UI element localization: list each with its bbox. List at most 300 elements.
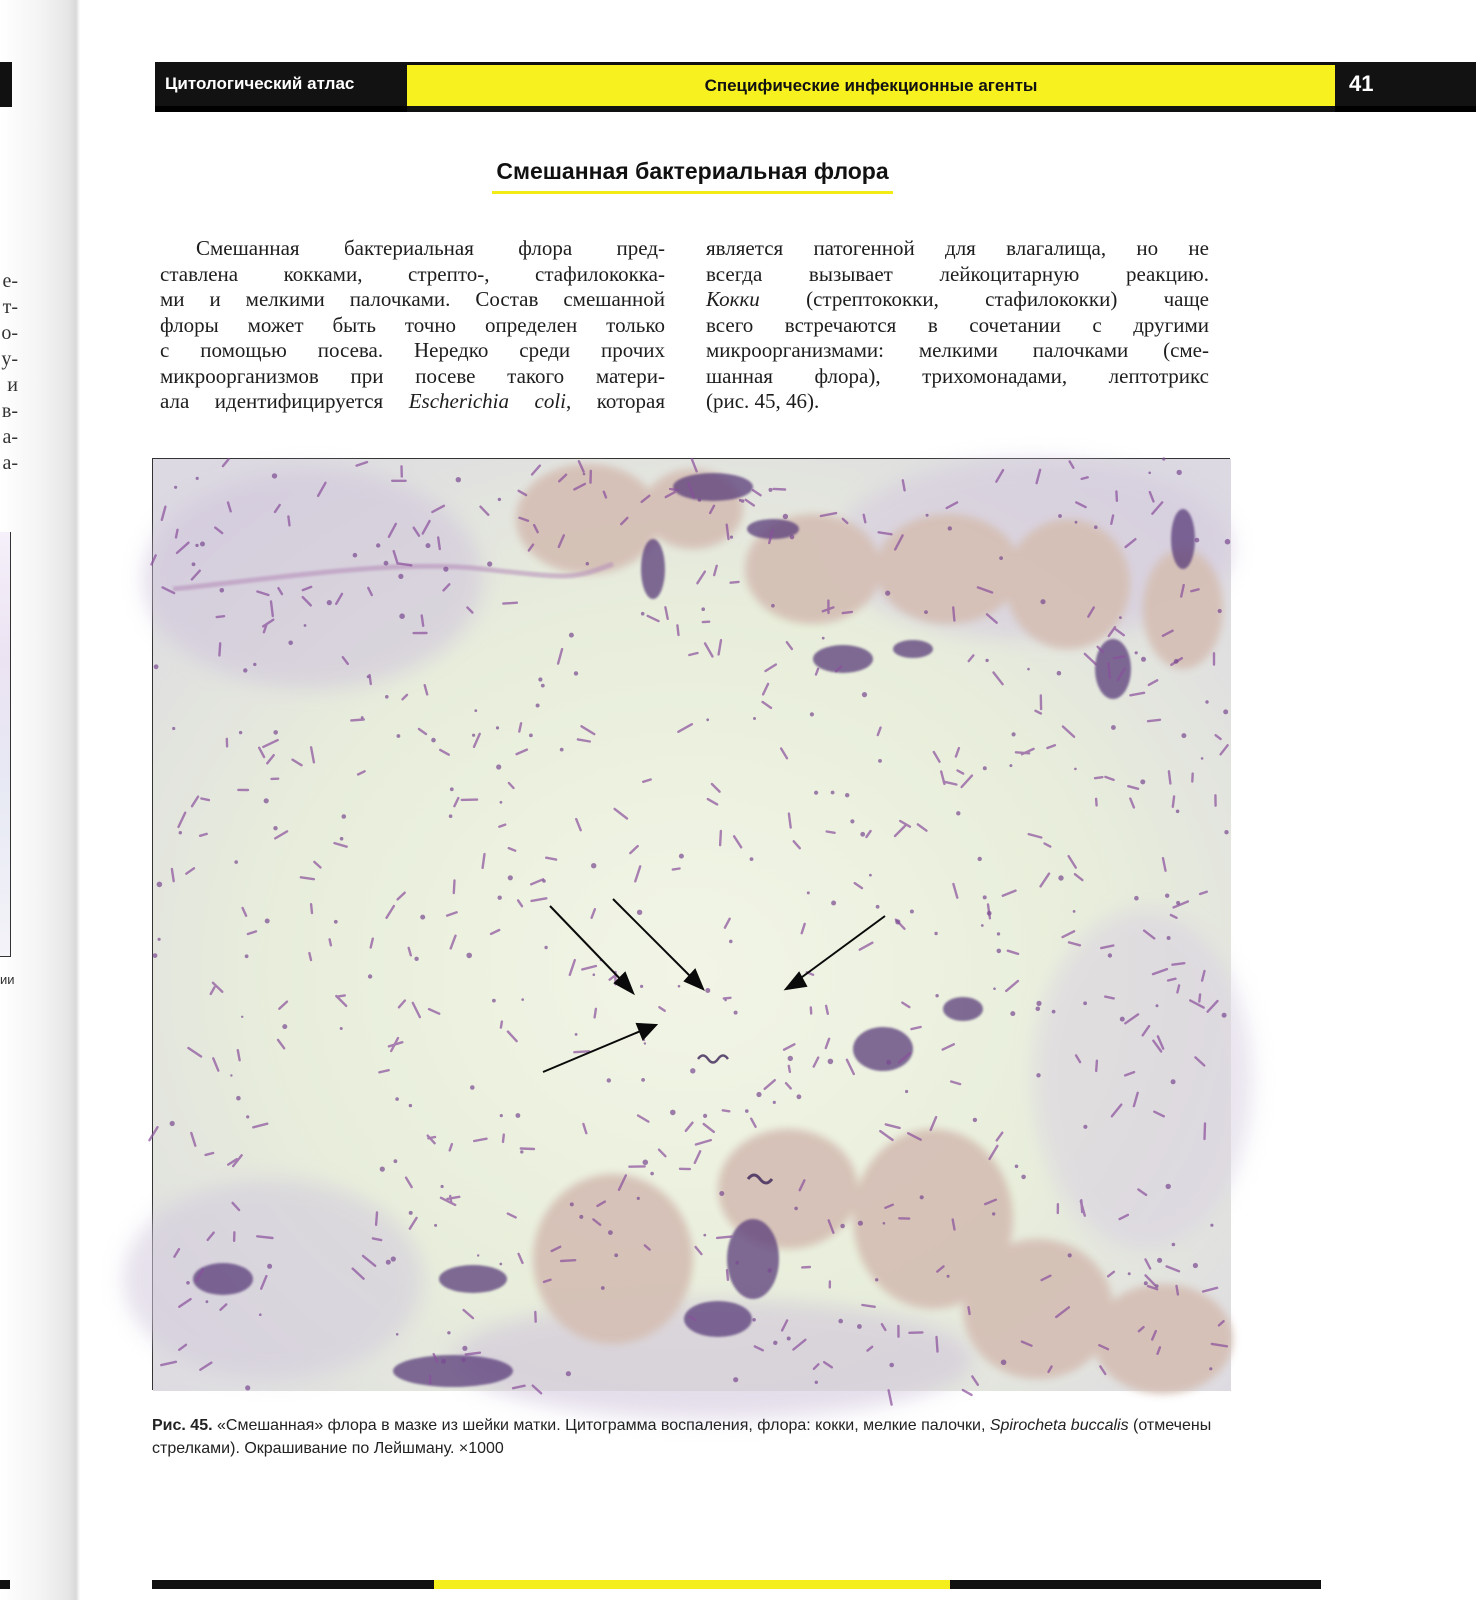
coccus: [172, 727, 175, 730]
coccus: [575, 1033, 578, 1036]
coccus: [850, 819, 854, 823]
coccus: [753, 717, 756, 720]
coccus: [1172, 1243, 1176, 1247]
bacterium-rod: [454, 880, 455, 893]
text-line: является патогенной для влагалища, но не: [706, 236, 1209, 260]
coccus: [272, 473, 277, 478]
coccus: [1224, 830, 1228, 834]
bacterium-rod: [717, 1237, 731, 1238]
coccus: [499, 1263, 502, 1266]
coccus: [788, 1056, 793, 1061]
bacterium-rod: [826, 1006, 828, 1014]
coccus: [705, 988, 710, 993]
text-run: ала идентифицируется: [160, 389, 409, 413]
coccus: [1141, 657, 1146, 662]
coccus: [267, 1264, 272, 1269]
coccus: [1201, 757, 1204, 760]
coccus: [492, 999, 496, 1003]
coccus: [997, 949, 1002, 954]
bacterium-rod: [677, 625, 678, 635]
caption-label: Рис. 45.: [152, 1417, 213, 1434]
coccus: [1111, 725, 1116, 730]
coccus: [650, 1172, 654, 1176]
coccus: [1010, 1011, 1015, 1016]
coccus: [1218, 609, 1222, 613]
bacterium-rod: [503, 603, 517, 604]
coccus: [1210, 1224, 1213, 1227]
coccus: [905, 1090, 908, 1093]
bacterium-rod: [953, 607, 954, 620]
bacterium-rod: [1116, 491, 1117, 500]
coccus: [570, 1202, 574, 1206]
footer-bar-left: [152, 1580, 434, 1589]
coccus: [840, 1224, 845, 1229]
bacterium-rod: [521, 1149, 534, 1150]
coccus: [1162, 457, 1165, 460]
bacterium-rod: [1082, 477, 1088, 479]
coccus: [1155, 1284, 1159, 1288]
coccus: [987, 911, 992, 916]
coccus: [640, 985, 643, 988]
bacterium-rod: [561, 1260, 575, 1261]
coccus: [569, 633, 574, 638]
coccus: [461, 1358, 466, 1363]
coccus: [1036, 1001, 1041, 1006]
bacterium-rod: [673, 869, 680, 870]
coccus: [973, 1118, 977, 1122]
coccus: [815, 1381, 818, 1384]
coccus: [394, 1159, 398, 1163]
coccus: [670, 1110, 676, 1116]
coccus: [983, 766, 987, 770]
coccus: [593, 973, 596, 976]
coccus: [783, 514, 788, 519]
page-footer-bar: [152, 1580, 1321, 1589]
coccus: [1157, 1258, 1162, 1263]
coccus: [875, 1278, 878, 1281]
coccus: [838, 1319, 843, 1324]
term-italic: Кокки: [706, 287, 760, 311]
coccus: [398, 574, 403, 579]
bacterium-rod: [438, 538, 440, 550]
coccus: [239, 731, 242, 734]
coccus: [703, 1114, 707, 1118]
coccus: [396, 1333, 399, 1336]
coccus: [541, 684, 545, 688]
text-line: с помощью посева. Нередко среди прочих: [160, 338, 665, 362]
coccus: [246, 1115, 249, 1118]
coccus: [538, 677, 542, 681]
coccus: [745, 1109, 749, 1113]
coccus: [787, 1337, 791, 1341]
prev-page-text-fragments: [0, 268, 24, 476]
coccus: [701, 607, 705, 611]
bacterium-rod: [937, 1337, 938, 1352]
coccus: [935, 994, 938, 997]
bacterium-rod: [1096, 1061, 1097, 1071]
coccus: [192, 562, 196, 566]
coccus: [1223, 709, 1228, 714]
coccus: [1094, 525, 1098, 529]
coccus: [529, 734, 533, 738]
coccus: [978, 857, 982, 861]
coccus: [520, 1150, 523, 1153]
coccus: [773, 1101, 776, 1104]
coccus: [948, 526, 952, 530]
coccus: [794, 1207, 798, 1211]
coccus: [1165, 894, 1169, 898]
coccus: [1222, 1013, 1227, 1018]
coccus: [644, 1042, 646, 1044]
bacterium-rod: [309, 953, 311, 960]
coccus: [340, 1027, 343, 1030]
coccus: [273, 826, 277, 830]
coccus: [1156, 1004, 1159, 1007]
coccus: [1058, 514, 1062, 518]
coccus: [253, 663, 256, 666]
coccus: [420, 915, 425, 920]
coccus: [719, 1191, 724, 1196]
coccus: [361, 716, 364, 719]
coccus: [1195, 538, 1200, 543]
prev-page-image-border: [0, 956, 11, 957]
coccus: [1083, 1001, 1087, 1005]
article-title-block: [155, 158, 1230, 194]
coccus: [807, 891, 810, 894]
coccus: [862, 692, 867, 697]
coccus: [883, 1222, 886, 1225]
coccus: [1135, 651, 1138, 654]
coccus: [560, 748, 564, 752]
footer-bar-middle: [434, 1580, 950, 1589]
coccus: [170, 1121, 175, 1126]
prev-page-footer-bar: [0, 1580, 10, 1589]
coccus: [186, 1281, 190, 1285]
prev-page-fragment: в-: [1, 400, 18, 422]
coccus: [536, 704, 540, 708]
coccus: [391, 1256, 396, 1261]
prev-page-fragment: а-: [2, 452, 18, 474]
coccus: [845, 793, 849, 797]
coccus: [637, 910, 642, 915]
bacterium-rod: [501, 1022, 502, 1028]
bacterium-rod: [1148, 720, 1160, 721]
coccus: [1167, 936, 1171, 940]
coccus: [730, 536, 733, 539]
article-title: Смешанная бактериальная флора: [492, 158, 892, 194]
coccus: [831, 791, 835, 795]
coccus: [997, 932, 1000, 935]
bacterium-rod: [219, 643, 220, 655]
coccus: [860, 832, 865, 837]
coccus: [1176, 810, 1180, 814]
coccus: [910, 910, 914, 914]
coccus: [706, 718, 709, 721]
coccus: [1225, 539, 1231, 545]
bacterium-rod: [1177, 1286, 1178, 1295]
coccus: [993, 987, 996, 990]
text-line: флоры может быть точно определен только: [160, 312, 665, 337]
bacterium-rod: [1199, 994, 1200, 1001]
coccus: [544, 946, 547, 949]
coccus: [196, 477, 199, 480]
coccus: [643, 1160, 649, 1166]
bacterium-rod: [723, 1110, 730, 1111]
coccus: [1176, 901, 1180, 905]
coccus: [516, 1113, 521, 1118]
coccus: [981, 924, 984, 927]
coccus: [385, 695, 389, 699]
coccus: [822, 637, 825, 640]
coccus: [399, 613, 405, 619]
coccus: [1012, 732, 1016, 736]
bacterium-rod: [288, 516, 289, 525]
text-line: микроорганизмами: мелкими палочками (сме-: [706, 338, 1209, 362]
coccus: [579, 1215, 583, 1219]
prev-page-caption-fragment: ии: [0, 972, 15, 987]
coccus: [449, 814, 453, 818]
coccus: [158, 938, 161, 941]
coccus: [304, 624, 307, 627]
coccus: [735, 1261, 739, 1265]
bacterium-rod: [503, 1135, 504, 1142]
coccus: [724, 999, 726, 1001]
coccus: [243, 668, 247, 672]
bacterium-rod: [864, 515, 866, 522]
coccus: [521, 998, 524, 1001]
bacterium-rod: [370, 675, 371, 684]
coccus: [1027, 668, 1030, 671]
bacterium-rod: [176, 530, 178, 538]
coccus: [1148, 472, 1151, 475]
text-run: (стрептококки, стафилококки) чаще: [759, 287, 1209, 311]
coccus: [956, 811, 960, 815]
coccus: [739, 499, 742, 502]
coccus: [340, 837, 344, 841]
coccus: [999, 556, 1003, 560]
coccus: [474, 709, 477, 712]
coccus: [810, 712, 814, 716]
bacterium-rod: [1205, 1124, 1206, 1140]
coccus: [678, 985, 681, 988]
prev-page-fragment: т-: [2, 296, 18, 318]
coccus: [434, 1224, 437, 1227]
coccus: [1009, 764, 1012, 767]
coccus: [500, 1114, 503, 1117]
bacterium-rod: [1172, 963, 1184, 965]
coccus: [767, 1268, 772, 1273]
coccus: [230, 1074, 232, 1076]
coccus: [1057, 671, 1062, 676]
coccus: [771, 604, 775, 608]
bacterium-rod: [731, 582, 739, 583]
coccus: [236, 1096, 241, 1101]
coccus: [934, 932, 937, 935]
bacterium-rod: [373, 1238, 381, 1240]
coccus: [878, 759, 882, 763]
coccus: [1036, 1073, 1040, 1077]
coccus: [1015, 1165, 1019, 1169]
coccus: [1166, 1184, 1171, 1189]
coccus: [591, 863, 596, 868]
bacterium-rod: [1173, 797, 1174, 807]
text-line: ми и мелкими палочками. Состав смешанной: [160, 287, 665, 311]
coccus: [288, 641, 293, 646]
coccus: [273, 730, 278, 735]
prev-page-fragment: у-: [1, 348, 18, 370]
bacterium-rod: [727, 1270, 728, 1280]
bacterium-rod: [724, 998, 731, 999]
prev-page-fragment: а-: [2, 426, 18, 448]
coccus: [179, 831, 182, 834]
coccus: [1068, 1253, 1072, 1257]
text-line: Смешанная бактериальная флора пред-: [196, 236, 665, 260]
coccus: [500, 801, 503, 804]
coccus: [586, 562, 589, 565]
coccus: [1209, 1367, 1212, 1370]
coccus: [1108, 953, 1112, 957]
coccus: [857, 1324, 862, 1329]
coccus: [264, 798, 269, 803]
prev-page-fragment: е-: [2, 270, 18, 292]
coccus: [395, 1097, 399, 1101]
coccus: [1174, 659, 1179, 664]
coccus: [441, 1185, 444, 1188]
coccus: [814, 791, 818, 795]
coccus: [426, 543, 431, 548]
coccus: [456, 477, 461, 482]
prev-page-header-bar: [0, 62, 12, 107]
bacterium-rod: [311, 904, 312, 913]
coccus: [886, 1060, 891, 1065]
text-line: всего встречаются в сочетании с другими: [706, 312, 1209, 337]
coccus: [1058, 875, 1063, 880]
coccus: [470, 1085, 475, 1090]
coccus: [154, 664, 159, 669]
coccus: [409, 1104, 412, 1107]
coccus: [690, 1068, 695, 1073]
coccus: [259, 1313, 262, 1316]
coccus: [466, 953, 472, 959]
coccus: [985, 659, 988, 662]
coccus: [885, 591, 890, 596]
coccus: [414, 957, 418, 961]
coccus: [876, 905, 880, 909]
text-line: всегда вызывает лейкоцитарную реакцию.: [706, 261, 1209, 286]
text-line: микроорганизмов при посеве такого матери-: [160, 363, 665, 388]
text-line-last: [160, 389, 665, 415]
bacterium-rod: [595, 1009, 596, 1018]
coccus: [153, 953, 158, 958]
text-line: шанная флора), трихомонадами, лептотрикс: [706, 363, 1209, 388]
coccus: [601, 1286, 605, 1290]
coccus: [487, 561, 492, 566]
coccus: [234, 860, 238, 864]
coccus: [174, 486, 177, 489]
coccus: [992, 1212, 995, 1215]
bacterium-rod: [1096, 799, 1097, 806]
coccus: [241, 1016, 243, 1018]
coccus: [443, 567, 448, 572]
coccus: [431, 738, 436, 743]
coccus: [1181, 733, 1186, 738]
coccus: [614, 1253, 618, 1257]
coccus: [1001, 1360, 1007, 1366]
bacterium-rod: [422, 615, 424, 625]
coccus: [353, 553, 358, 558]
coccus: [641, 612, 645, 616]
coccus: [828, 1059, 834, 1065]
bacterium-rod: [1108, 663, 1110, 678]
text-column-left: [160, 236, 665, 415]
bacterium-rod: [330, 939, 331, 945]
coccus: [790, 535, 795, 540]
coccus: [583, 473, 586, 476]
coccus: [1036, 1007, 1041, 1012]
coccus: [752, 1318, 756, 1322]
page-number: 41: [1335, 62, 1476, 112]
coccus: [637, 1197, 640, 1200]
coccus: [797, 1094, 802, 1099]
coccus: [409, 1211, 413, 1215]
coccus: [472, 734, 475, 737]
coccus: [157, 882, 163, 888]
text-run: , которая: [566, 389, 665, 413]
coccus: [450, 787, 454, 791]
coccus: [1021, 1175, 1026, 1180]
coccus: [1040, 599, 1045, 604]
coccus: [1119, 616, 1122, 619]
coccus: [926, 514, 929, 517]
coccus: [496, 726, 499, 729]
coccus: [1120, 1017, 1125, 1022]
coccus: [200, 542, 205, 547]
coccus: [367, 675, 370, 678]
coccus: [496, 764, 501, 769]
running-header: [155, 62, 1374, 112]
coccus: [220, 588, 225, 593]
coccus: [734, 1011, 738, 1015]
text-column-right: [706, 236, 1209, 415]
coccus: [508, 875, 513, 880]
micrograph-illustration: [153, 459, 1231, 1391]
bacterium-rod: [774, 489, 786, 490]
coccus: [1134, 896, 1139, 901]
coccus: [1074, 768, 1077, 771]
bacterium-rod: [1177, 985, 1179, 992]
coccus: [384, 561, 389, 566]
caption-species: Spirocheta buccalis: [989, 1417, 1129, 1434]
coccus: [831, 901, 836, 906]
coccus: [342, 814, 347, 819]
coccus: [1205, 700, 1208, 703]
bacterium-rod: [843, 612, 852, 613]
coccus: [477, 1254, 479, 1256]
coccus: [773, 1341, 777, 1345]
coccus: [858, 1221, 863, 1226]
coccus: [920, 1195, 924, 1199]
coccus: [566, 1371, 571, 1376]
coccus: [397, 734, 401, 738]
species-name: Escherichia coli: [408, 389, 566, 413]
coccus: [1177, 470, 1182, 475]
bacterium-rod: [827, 832, 835, 833]
coccus: [608, 1230, 613, 1235]
coccus: [641, 1078, 645, 1082]
coccus: [380, 1167, 385, 1172]
coccus: [368, 974, 372, 978]
bacterium-rod: [574, 1051, 589, 1052]
